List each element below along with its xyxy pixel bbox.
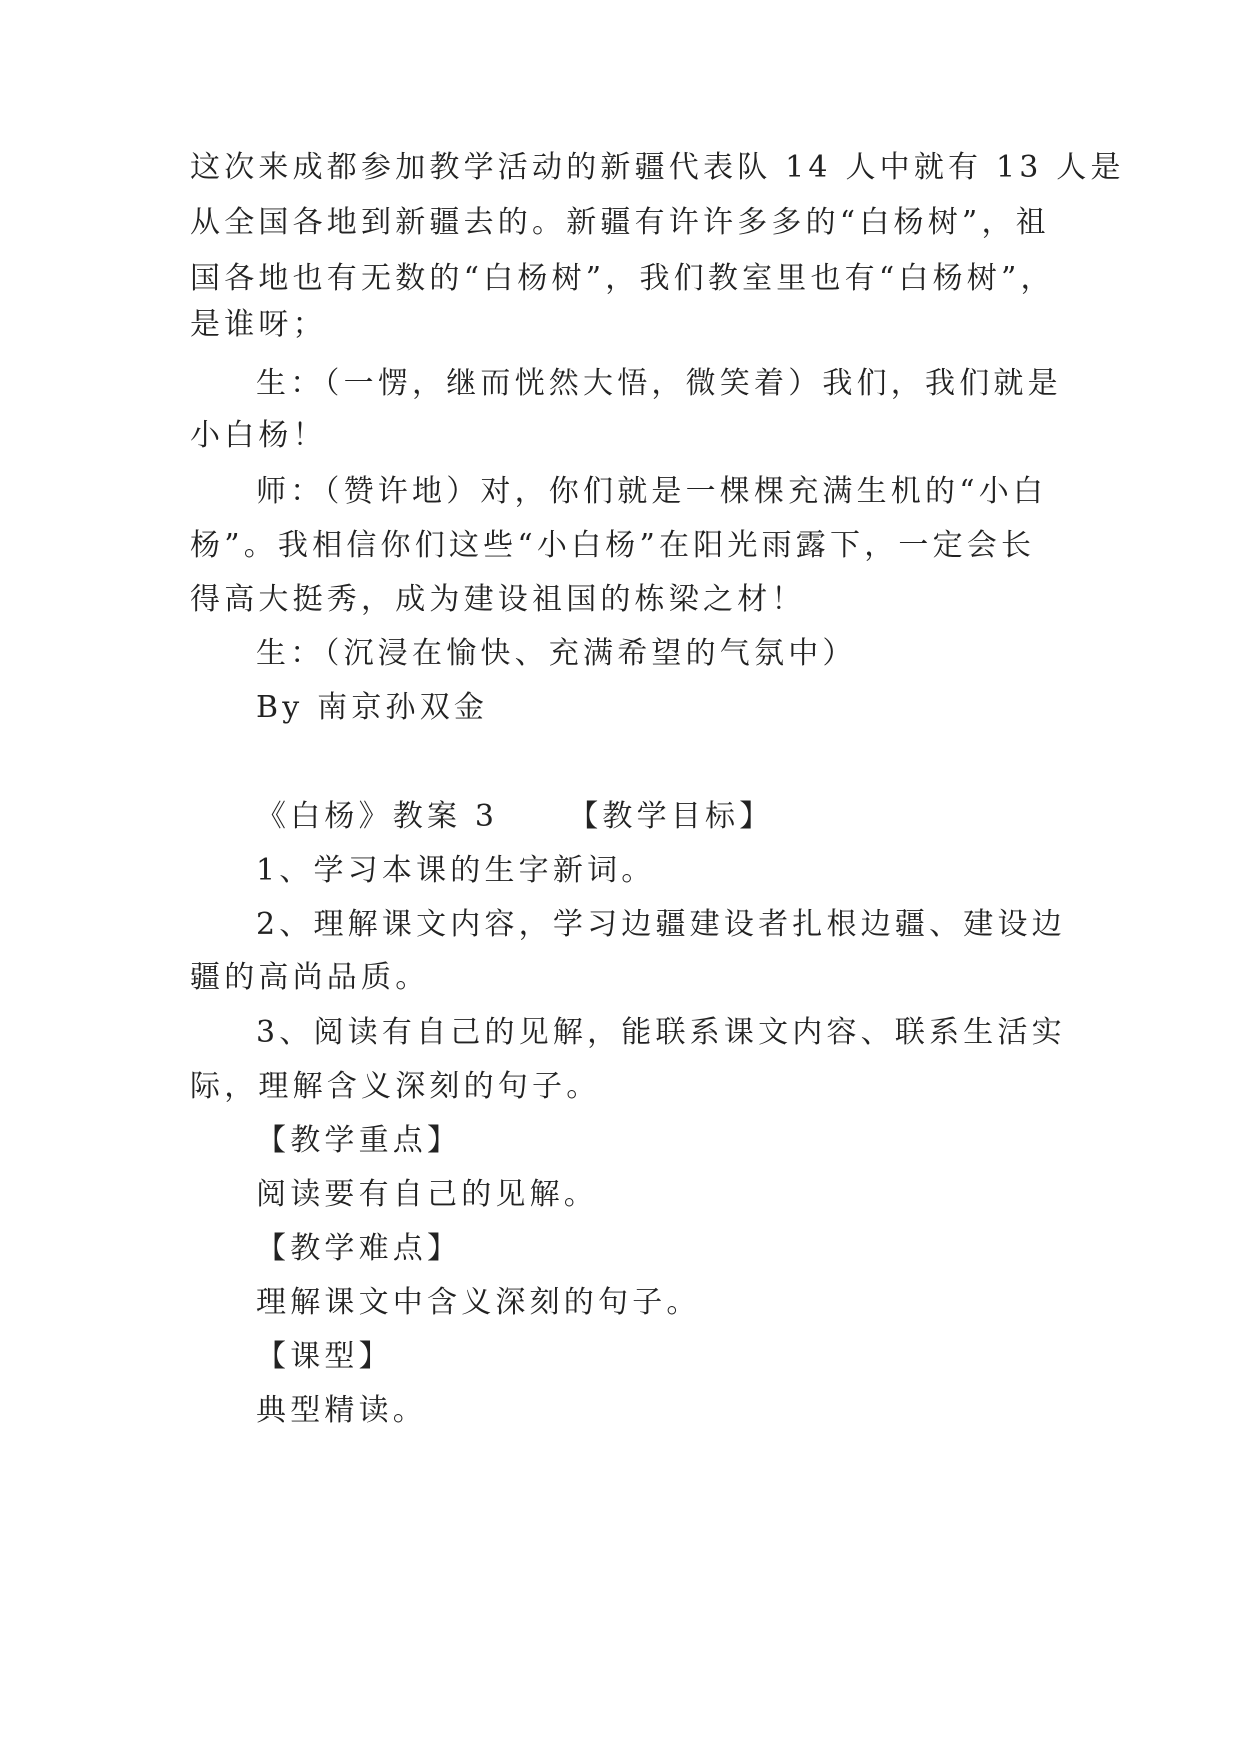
- type-heading: 【课型】: [256, 1339, 393, 1374]
- paragraph-line: 是谁呀；: [190, 307, 327, 342]
- teacher-line: 杨”。我相信你们这些“小白杨”在阳光雨露下，一定会长: [190, 528, 1036, 563]
- paragraph-line: 国各地也有无数的“白杨树”，我们教室里也有“白杨树”，: [190, 261, 1055, 296]
- paragraph-line: 这次来成都参加教学活动的新疆代表队 14 人中就有 13 人是: [190, 150, 1125, 185]
- key-heading: 【教学重点】: [256, 1123, 462, 1158]
- author-line: By 南京孙双金: [256, 690, 489, 725]
- student-line: 小白杨！: [190, 418, 327, 453]
- difficulty-text: 理解课文中含义深刻的句子。: [256, 1285, 701, 1320]
- student-line: 生：（一愣，继而恍然大悟，微笑着）我们，我们就是: [256, 366, 1062, 401]
- teacher-line: 师：（赞许地）对，你们就是一棵棵充满生机的“小白: [256, 474, 1048, 509]
- lesson-title: 《白杨》教案 3: [256, 799, 499, 834]
- objectives-heading: 【教学目标】: [568, 799, 774, 834]
- objective-item: 际，理解含义深刻的句子。: [190, 1069, 601, 1104]
- paragraph-line: 从全国各地到新疆去的。新疆有许许多多的“白杨树”，祖: [190, 205, 1050, 240]
- objective-item: 2、理解课文内容，学习边疆建设者扎根边疆、建设边: [256, 907, 1066, 942]
- key-text: 阅读要有自己的见解。: [256, 1177, 598, 1212]
- teacher-line: 得高大挺秀，成为建设祖国的栋梁之材！: [190, 582, 806, 617]
- objective-item: 1、学习本课的生字新词。: [256, 853, 656, 888]
- lesson-title-line: [256, 797, 1156, 837]
- difficulty-heading: 【教学难点】: [256, 1231, 462, 1266]
- student-line: 生：（沉浸在愉快、充满希望的气氛中）: [256, 636, 857, 671]
- type-text: 典型精读。: [256, 1393, 427, 1428]
- objective-item: 3、阅读有自己的见解，能联系课文内容、联系生活实: [256, 1015, 1066, 1050]
- objective-item: 疆的高尚品质。: [190, 960, 430, 995]
